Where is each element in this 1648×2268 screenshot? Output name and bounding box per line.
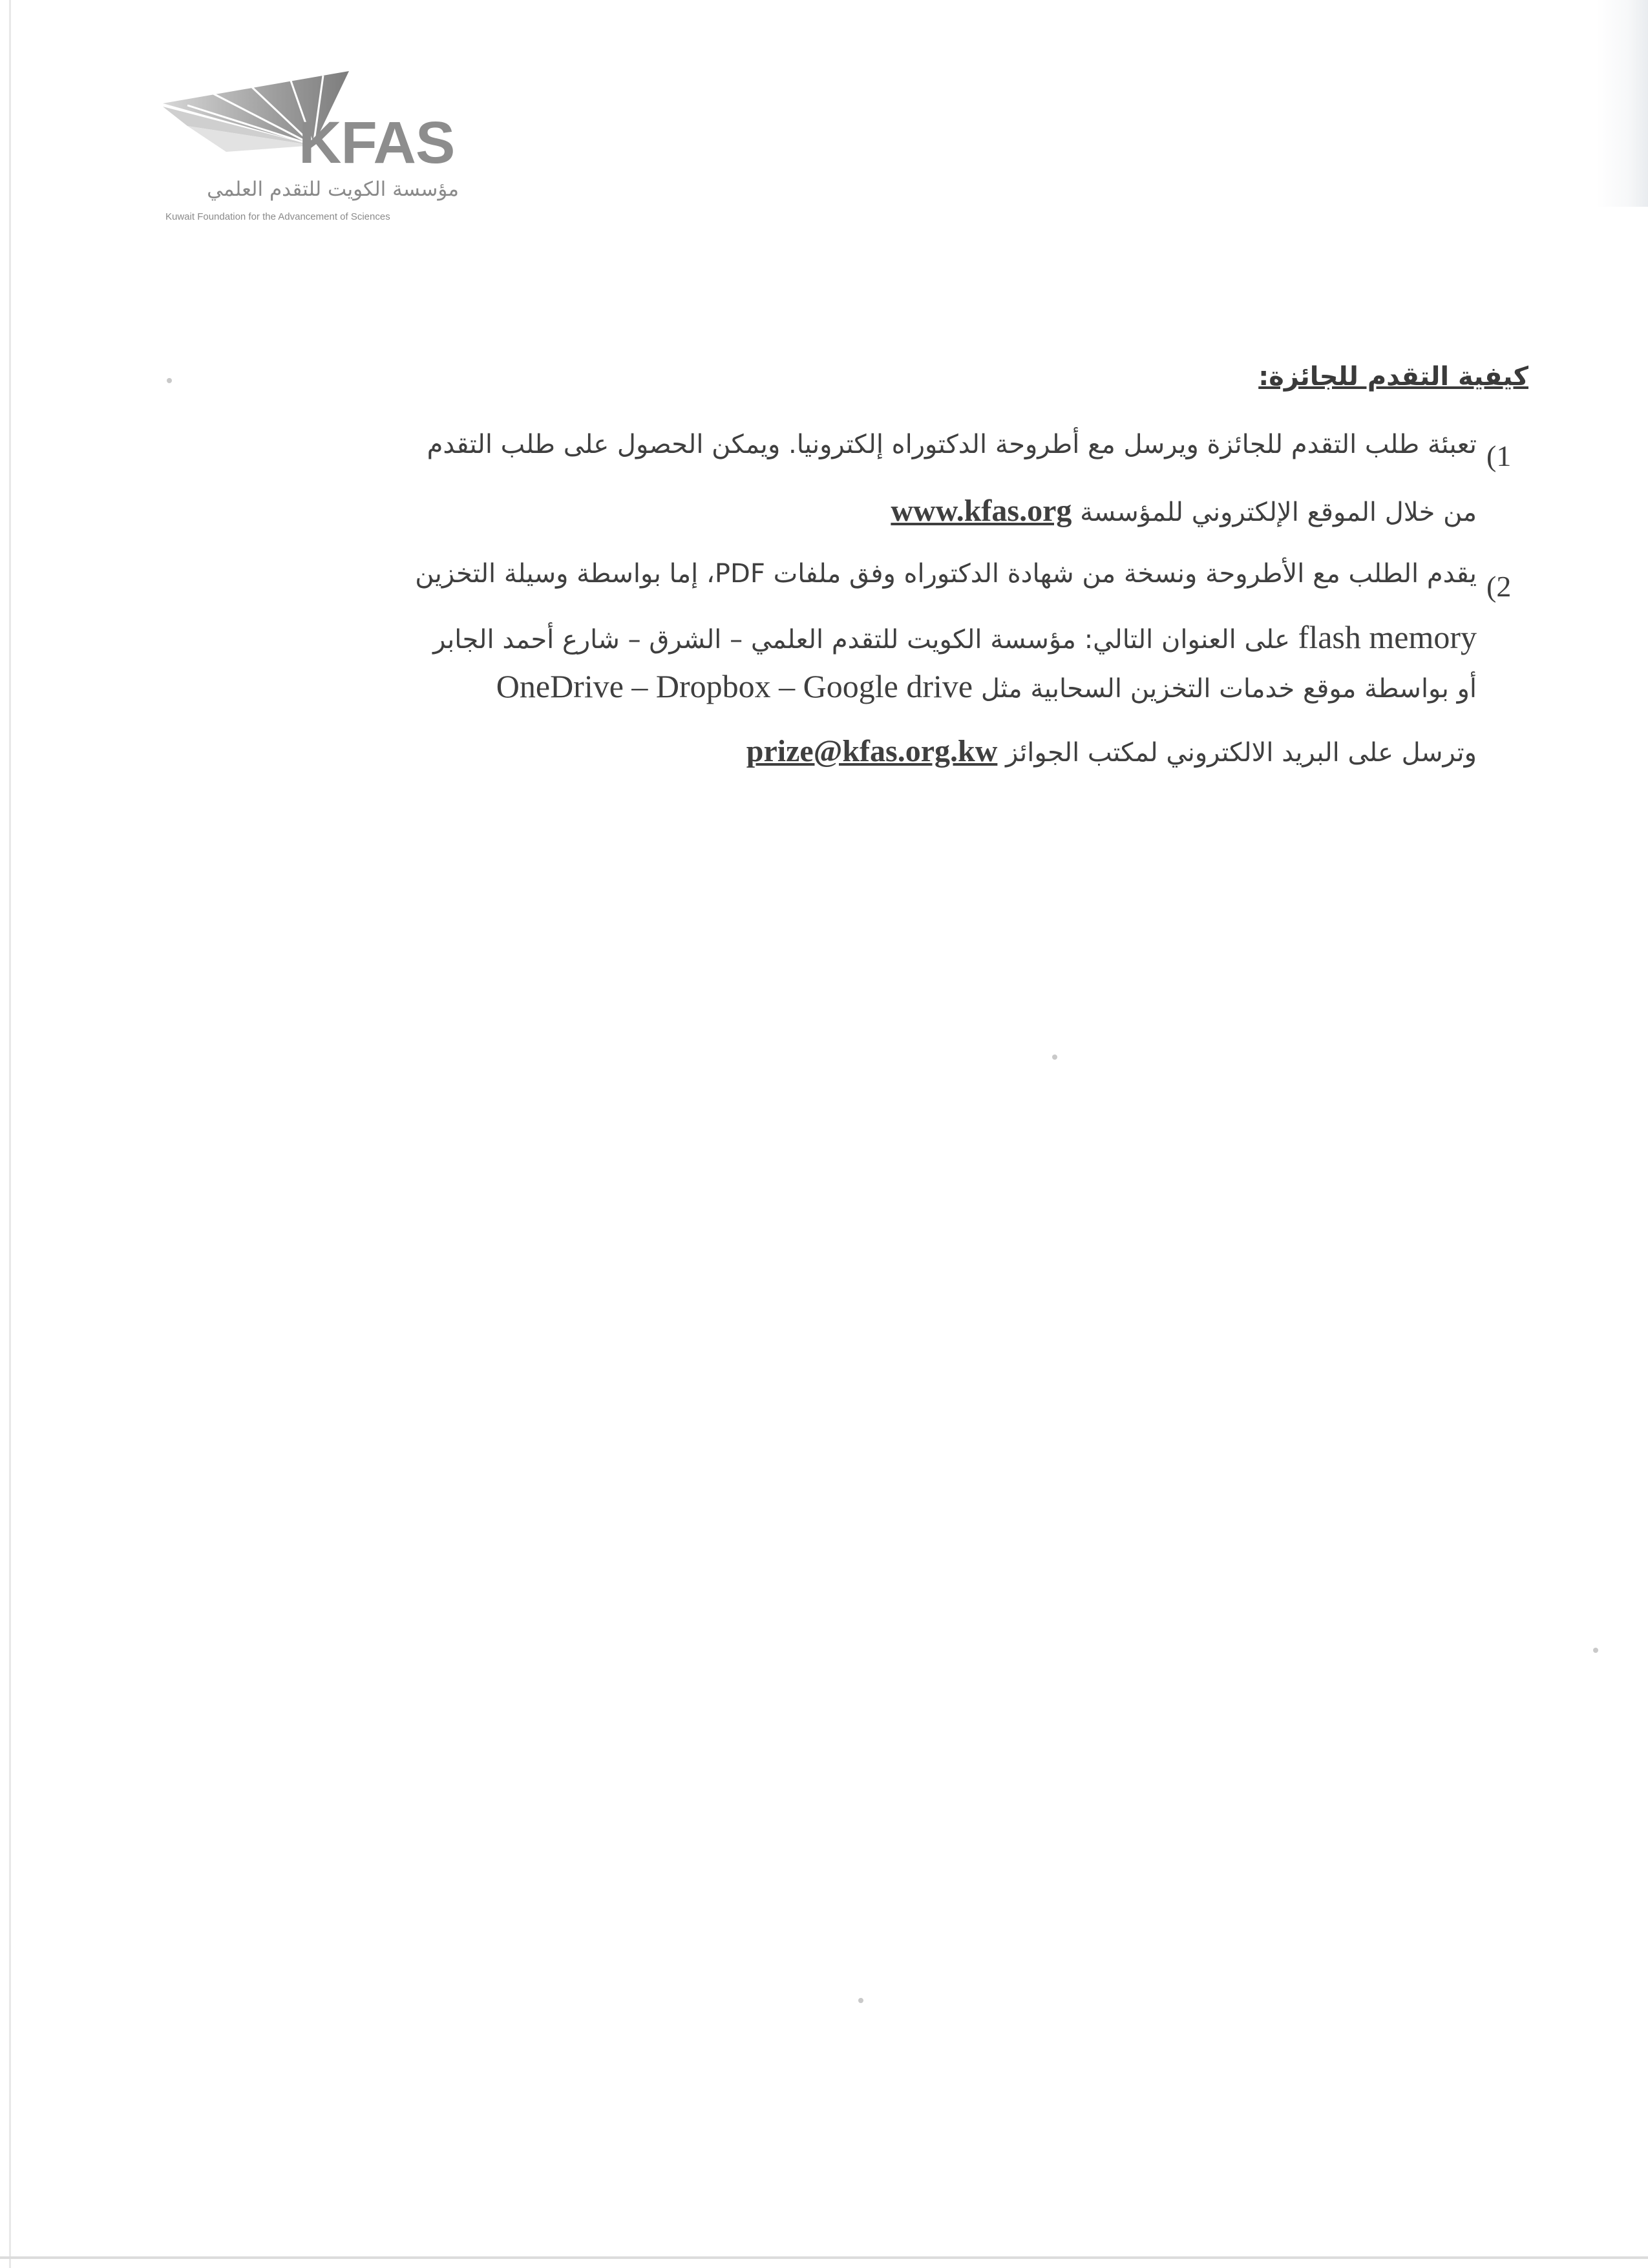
item-line — [891, 493, 1477, 529]
scan-edge-bottom — [0, 2256, 1648, 2259]
logo-arabic-name: مؤسسة الكويت للتقدم العلمي — [207, 178, 459, 201]
item-line — [496, 667, 1477, 705]
item-number: (1 — [1486, 439, 1512, 472]
item-text: على العنوان التالي: مؤسسة الكويت للتقدم العلمي – الشرق – شارع أحمد الجابر — [433, 625, 1290, 655]
scan-speck — [167, 378, 172, 383]
section-heading: كيفية التقدم للجائزة: — [1258, 362, 1528, 392]
scan-shadow-top-right — [1596, 0, 1648, 207]
storage-device-text: flash memory — [1298, 619, 1477, 655]
logo-english-name: Kuwait Foundation for the Advancement of Sciences — [165, 211, 390, 222]
email-link[interactable]: prize@kfas.org.kw — [746, 734, 998, 768]
scan-speck — [1052, 1055, 1057, 1060]
scan-edge-left — [9, 0, 11, 2268]
item-text: من خلال الموقع الإلكتروني للمؤسسة — [1080, 498, 1477, 527]
item-text: أو بواسطة موقع خدمات التخزين السحابية مثل — [980, 674, 1477, 704]
item-line — [433, 618, 1477, 656]
cloud-services-text: OneDrive – Dropbox – Google drive — [496, 668, 973, 704]
item-line: يقدم الطلب مع الأطروحة ونسخة من شهادة الدكتوراه وفق ملفات PDF، إما بواسطة وسيلة التخزين — [415, 559, 1477, 589]
scan-speck — [1593, 1648, 1598, 1653]
logo-name: KFAS — [299, 110, 455, 176]
kfas-logo — [162, 68, 459, 239]
item-number: (2 — [1486, 570, 1512, 603]
item-line — [746, 733, 1477, 769]
scan-speck — [858, 1998, 863, 2003]
item-text: وترسل على البريد الالكتروني لمكتب الجوائز — [1006, 738, 1477, 768]
website-link[interactable]: www.kfas.org — [891, 494, 1072, 528]
item-line: تعبئة طلب التقدم للجائزة ويرسل مع أطروحة الدكتوراه إلكترونيا. ويمكن الحصول على طلب التقدم — [427, 430, 1477, 459]
